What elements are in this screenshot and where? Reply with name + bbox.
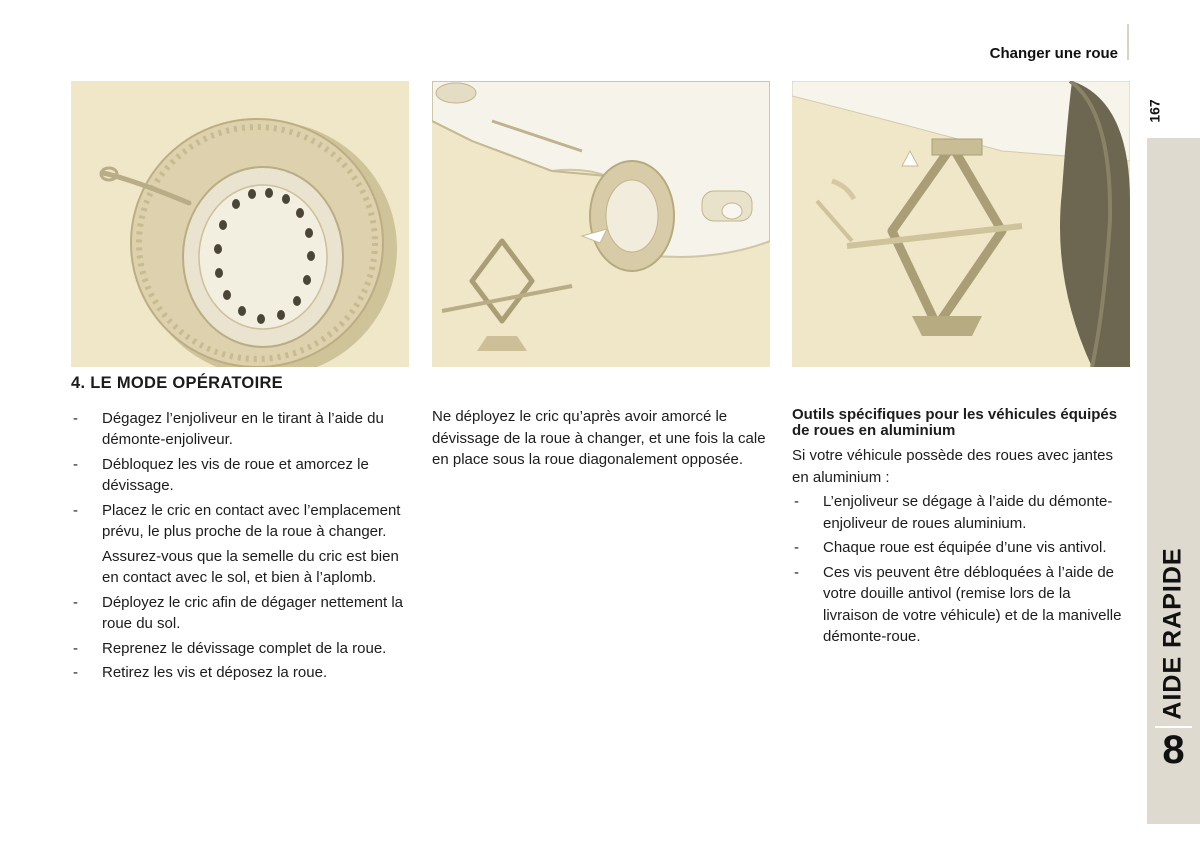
- jack-alignment-note: Assurez-vous que la semelle du cric est bien en contact avec le sol, et bien à l’aplomb.: [102, 547, 399, 586]
- spare-wheel-with-hubcap-tool-illustration-icon: [71, 81, 409, 367]
- chapter-tab-label-text: AIDE RAPIDE: [1159, 546, 1188, 720]
- list-item: - Dégagez l’enjoliveur en le tirant à l’aide du démonte-enjoliveur.: [71, 408, 411, 451]
- aluminium-intro-text: Si votre véhicule possède des roues avec jantes en aluminium :: [792, 447, 1114, 486]
- chapter-tab-label: [1147, 548, 1200, 718]
- page-number: [1141, 96, 1169, 126]
- list-item: - Placez le cric en contact avec l’emplacement prévu, le plus proche de la roue à changer.: [71, 500, 411, 543]
- page-header-title: Changer une roue: [989, 45, 1118, 62]
- warning-column: [432, 406, 772, 474]
- list-item: - Reprenez le dévissage complet de la roue.: [71, 638, 411, 660]
- header-divider: [1127, 24, 1129, 60]
- spare-wheel-illustration: [71, 81, 409, 367]
- chapter-tab: [1147, 138, 1200, 824]
- chapter-number: 8: [1162, 728, 1185, 772]
- list-item: - Débloquez les vis de roue et amorcez le dévissage.: [71, 454, 411, 497]
- procedure-column: [71, 373, 411, 687]
- aluminium-tools-subheading: Outils spécifiques pour les véhicules équipés de roues en aluminium: [792, 406, 1118, 439]
- list-item: - Ces vis peuvent être débloquées à l’aide de votre douille antivol (remise lors de la livraison de votre véhicule) et de la manivelle démonte-roue.: [792, 562, 1127, 648]
- scissor-jack-under-vehicle-illustration-icon: [792, 81, 1130, 367]
- section-title: 4. LE MODE OPÉRATOIRE: [71, 374, 283, 392]
- aluminium-tools-list: [792, 491, 1127, 648]
- procedure-steps-list: [71, 408, 411, 543]
- aluminium-wheels-column: [792, 407, 1127, 651]
- procedure-steps-list-continued: [71, 592, 411, 684]
- van-wheel-jack-illustration: [432, 81, 770, 367]
- van-front-wheel-with-jack-illustration-icon: [432, 81, 770, 367]
- list-item: - L’enjoliveur se dégage à l’aide du démonte-enjoliveur de roues aluminium.: [792, 491, 1127, 534]
- scissor-jack-illustration: [792, 81, 1130, 367]
- list-item: - Chaque roue est équipée d’une vis antivol.: [792, 537, 1127, 559]
- list-item: - Déployez le cric afin de dégager nettement la roue du sol.: [71, 592, 411, 635]
- list-item: - Retirez les vis et déposez la roue.: [71, 662, 411, 684]
- page-number-text: 167: [1146, 99, 1163, 123]
- jack-warning-text: Ne déployez le cric qu’après avoir amorcé le dévissage de la roue à changer, et une fois la cale en place sous la roue diagonalement opposée.: [432, 408, 766, 468]
